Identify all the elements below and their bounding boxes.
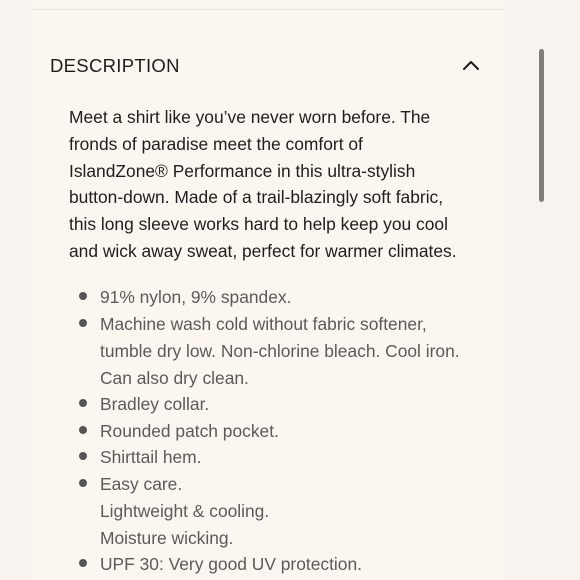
- description-line: Meet a shirt like you’ve never worn before. The: [69, 107, 431, 127]
- bullet-point: [79, 292, 87, 300]
- bullet-point: [79, 399, 87, 407]
- feature-text: [100, 391, 209, 418]
- feature-line: Shirttail hem.: [100, 447, 202, 467]
- feature-text: [100, 444, 201, 471]
- description-line: this long sleeve works hard to help keep you cool: [69, 214, 448, 235]
- feature-line: Moisture wicking.: [100, 527, 234, 548]
- bullet-point: [79, 479, 87, 487]
- feature-text: [100, 311, 460, 391]
- description-line: fronds of paradise meet the comfort of: [69, 133, 363, 154]
- feature-text: [100, 418, 279, 445]
- feature-line: Lightweight & cooling.: [100, 500, 270, 521]
- vertical-scrollbar[interactable]: [539, 49, 544, 202]
- bullet-point: [79, 426, 87, 434]
- feature-line: Rounded patch pocket.: [100, 421, 279, 441]
- feature-text: [100, 551, 362, 578]
- feature-line: tumble dry low. Non-chlorine bleach. Cool iron.: [100, 340, 460, 361]
- feature-line: 91% nylon, 9% spandex.: [100, 287, 292, 307]
- feature-line: Machine wash cold without fabric softener,: [100, 314, 427, 334]
- feature-line: UPF 30: Very good UV protection.: [100, 554, 362, 574]
- accordion-title: DESCRIPTION: [50, 55, 180, 76]
- description-line: IslandZone® Performance in this ultra-stylish: [69, 160, 416, 181]
- feature-line: Easy care.: [100, 474, 183, 494]
- bullet-point: [79, 319, 87, 327]
- feature-text: [100, 471, 269, 551]
- bullet-point: [79, 559, 87, 567]
- description-line: button-down. Made of a trail-blazingly soft fabric,: [69, 187, 444, 208]
- bullet-point: [79, 452, 87, 460]
- description-line: and wick away sweat, perfect for warmer climates.: [69, 240, 457, 261]
- feature-text: [100, 284, 291, 311]
- feature-line: Can also dry clean.: [100, 367, 249, 388]
- feature-line: Bradley collar.: [100, 394, 210, 414]
